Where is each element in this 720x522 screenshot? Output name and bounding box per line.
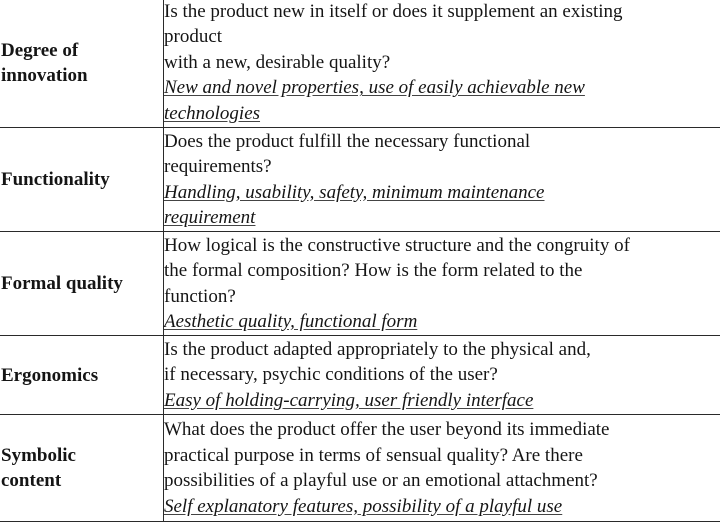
description-cell	[164, 232, 720, 336]
criterion-question: Is the product adapted appropriately to the physical and, if necessary, psychic conditions of the user?	[164, 337, 720, 388]
criterion-label: Formal quality	[1, 271, 163, 296]
criterion-label: Functionality	[1, 167, 163, 192]
criterion-cell	[0, 128, 164, 232]
criterion-question: Does the product fulfill the necessary functional requirements?	[164, 129, 720, 180]
criterion-question: Is the product new in itself or does it supplement an existing product with a new, desirable quality?	[164, 0, 720, 75]
table-row	[0, 0, 720, 128]
description-cell	[164, 0, 720, 128]
description-cell	[164, 128, 720, 232]
criterion-cell	[0, 415, 164, 522]
criterion-examples: New and novel properties, use of easily achievable new technologies	[164, 75, 720, 126]
description-cell	[164, 415, 720, 522]
criterion-question: What does the product offer the user beyond its immediate practical purpose in terms of sensual quality? Are there possibilities of a playful use or an emotional attachment?	[164, 417, 720, 494]
criterion-examples: Aesthetic quality, functional form	[164, 309, 720, 335]
criterion-label: Symbolic content	[1, 443, 163, 493]
criterion-label: Degree of innovation	[1, 38, 163, 88]
criterion-cell	[0, 0, 164, 128]
criterion-cell	[0, 336, 164, 415]
table-row	[0, 232, 720, 336]
criterion-examples: Easy of holding-carrying, user friendly interface	[164, 388, 720, 414]
table-row	[0, 415, 720, 522]
table-row	[0, 128, 720, 232]
criterion-label: Ergonomics	[1, 363, 163, 388]
criterion-cell	[0, 232, 164, 336]
criterion-examples: Self explanatory features, possibility of a playful use	[164, 494, 720, 520]
table-row	[0, 336, 720, 415]
description-cell	[164, 336, 720, 415]
criterion-question: How logical is the constructive structure and the congruity of the formal composition? How is the form related to the function?	[164, 233, 720, 310]
criterion-examples: Handling, usability, safety, minimum maintenance requirement	[164, 180, 720, 231]
